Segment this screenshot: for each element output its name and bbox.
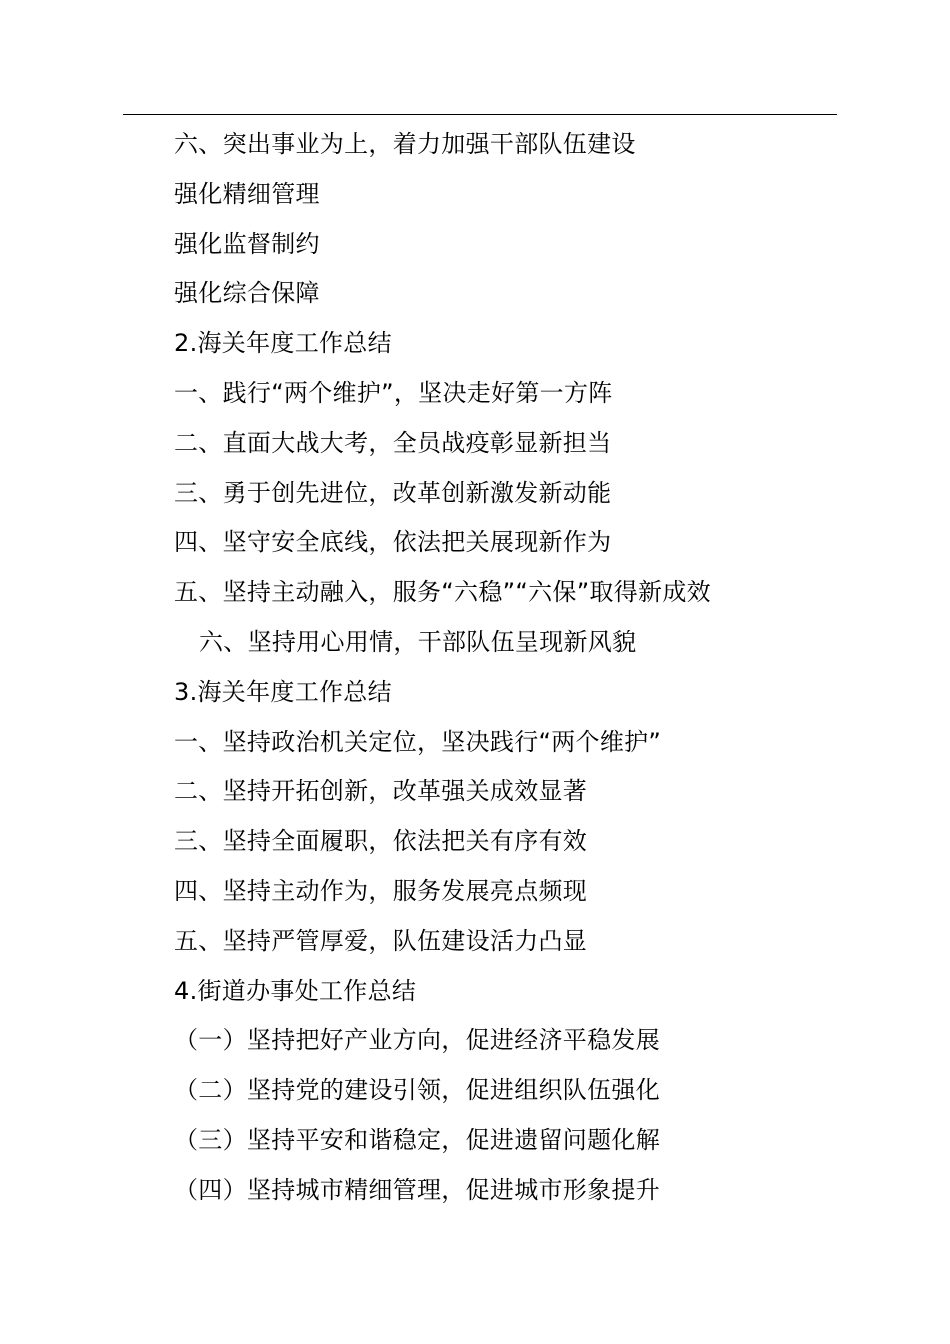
text-line: 五、坚持严管厚爱，队伍建设活力凸显 bbox=[174, 926, 588, 955]
header-rule bbox=[123, 114, 837, 115]
section-heading: 4.街道办事处工作总结 bbox=[174, 976, 417, 1005]
section-heading: 2.海关年度工作总结 bbox=[174, 329, 392, 358]
text-line: 强化精细管理 bbox=[174, 179, 320, 208]
text-line: 六、突出事业为上，着力加强干部队伍建设 bbox=[174, 130, 636, 158]
document-body bbox=[174, 120, 874, 1216]
text-line: 六、坚持用心用情，干部队伍呈现新风貌 bbox=[199, 627, 637, 656]
text-line: 三、坚持全面履职，依法把关有序有效 bbox=[174, 827, 588, 856]
text-line: 二、直面大战大考，全员战疫彰显新担当 bbox=[174, 428, 612, 457]
text-line: （二）坚持党的建设引领，促进组织队伍强化 bbox=[174, 1076, 660, 1105]
text-line: 一、坚持政治机关定位，坚决践行“两个维护” bbox=[174, 727, 662, 756]
text-line: （三）坚持平安和谐稳定，促进遗留问题化解 bbox=[174, 1125, 660, 1154]
text-line: 二、坚持开拓创新，改革强关成效显著 bbox=[174, 777, 588, 806]
text-line: 四、坚持主动作为，服务发展亮点频现 bbox=[174, 876, 588, 905]
text-line: 四、坚守安全底线，依法把关展现新作为 bbox=[174, 528, 612, 557]
text-line: 强化监督制约 bbox=[174, 229, 320, 258]
section-heading: 3.海关年度工作总结 bbox=[174, 677, 392, 706]
text-line: 五、坚持主动融入，服务“六稳”“六保”取得新成效 bbox=[174, 578, 711, 607]
text-line: （一）坚持把好产业方向，促进经济平稳发展 bbox=[174, 1026, 660, 1055]
text-line: （四）坚持城市精细管理，促进城市形象提升 bbox=[174, 1175, 660, 1204]
text-line: 强化综合保障 bbox=[174, 279, 320, 308]
text-line: 三、勇于创先进位，改革创新激发新动能 bbox=[174, 478, 612, 507]
text-line: 一、践行“两个维护”，坚决走好第一方阵 bbox=[174, 378, 613, 407]
